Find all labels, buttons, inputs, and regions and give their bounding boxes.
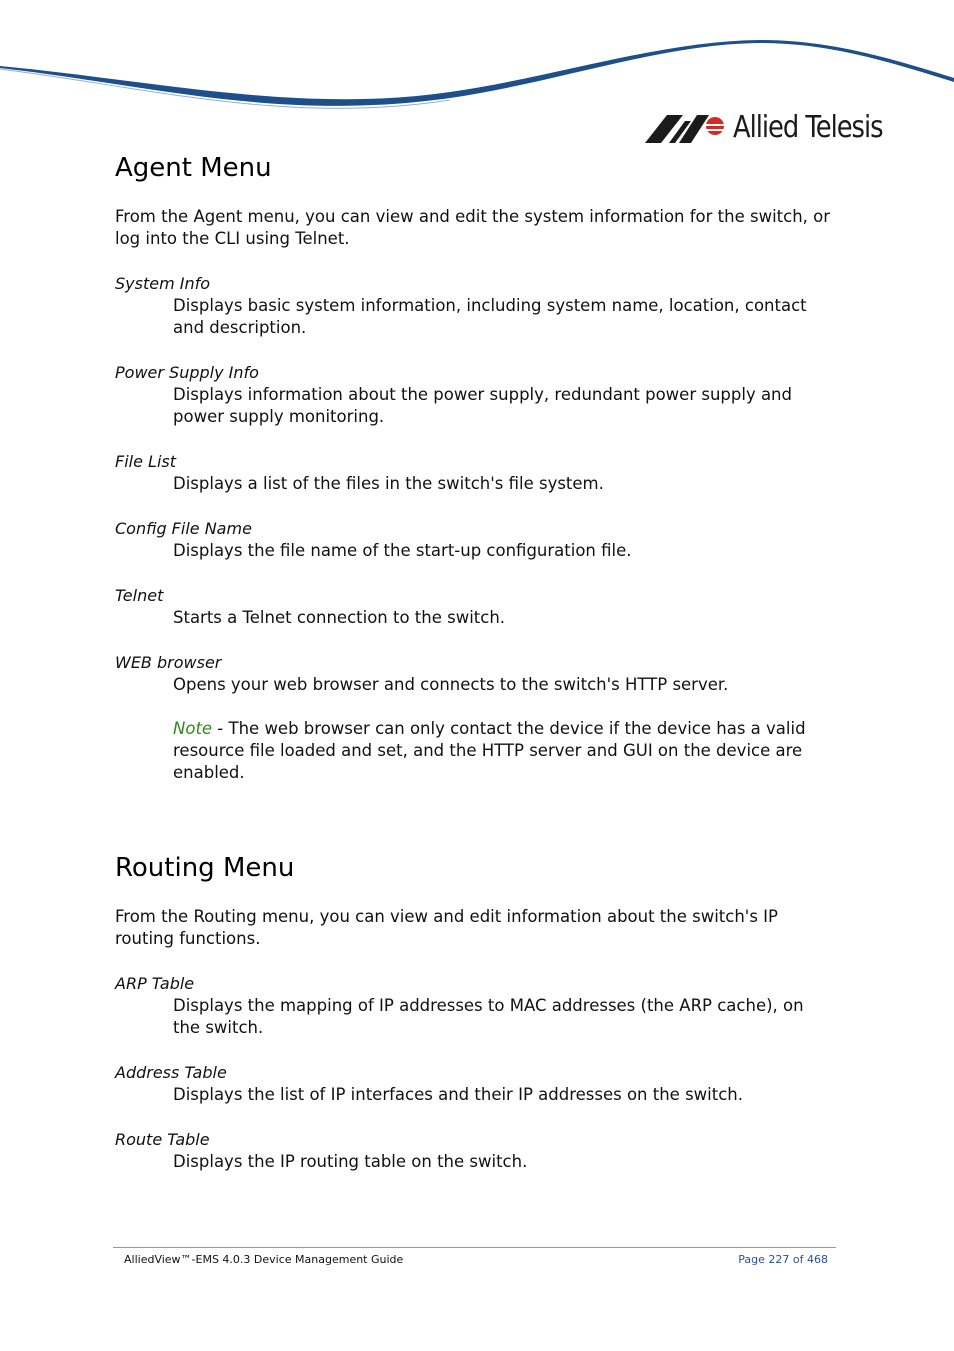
term-web-browser: WEB browser xyxy=(115,653,222,672)
note-text: - The web browser can only contact the device if the device has a valid resource file loaded and set, and the HTTP server and GUI on the device are enabled. xyxy=(173,719,806,782)
brand-logo xyxy=(645,108,907,148)
term-address-table: Address Table xyxy=(115,1063,227,1082)
desc-config-file-name: Displays the file name of the start-up configuration file. xyxy=(173,541,632,560)
term-system-info: System Info xyxy=(115,274,211,293)
term-route-table: Route Table xyxy=(115,1130,210,1149)
desc-address-table: Displays the list of IP interfaces and their IP addresses on the switch. xyxy=(173,1085,743,1104)
routing-menu-intro: From the Routing menu, you can view and edit information about the switch's IP routing functions. xyxy=(115,907,778,948)
term-power-supply-info: Power Supply Info xyxy=(115,363,259,382)
page-content xyxy=(115,148,835,1173)
note-label: Note xyxy=(173,719,213,738)
term-config-file-name: Config File Name xyxy=(115,519,252,538)
section-title-routing-menu: Routing Menu xyxy=(115,853,295,883)
desc-arp-table: Displays the mapping of IP addresses to MAC addresses (the ARP cache), on the switch. xyxy=(173,996,804,1037)
brand-name: Allied Telesis xyxy=(733,110,883,145)
desc-file-list: Displays a list of the files in the switch's file system. xyxy=(173,474,604,493)
allied-telesis-logo-icon xyxy=(645,112,727,144)
footer-divider xyxy=(113,1247,836,1248)
term-arp-table: ARP Table xyxy=(115,974,195,993)
desc-route-table: Displays the IP routing table on the switch. xyxy=(173,1152,528,1171)
agent-menu-intro: From the Agent menu, you can view and edit the system information for the switch, or log into the CLI using Telnet. xyxy=(115,207,831,248)
term-file-list: File List xyxy=(115,452,176,471)
desc-system-info: Displays basic system information, including system name, location, contact and description. xyxy=(173,296,807,337)
footer-doc-title: AlliedView™-EMS 4.0.3 Device Management Guide xyxy=(124,1253,404,1266)
desc-power-supply-info: Displays information about the power supply, redundant power supply and power supply monitoring. xyxy=(173,385,792,426)
note-paragraph xyxy=(173,718,835,784)
footer-page-number: Page 227 of 468 xyxy=(738,1253,828,1266)
desc-web-browser: Opens your web browser and connects to the switch's HTTP server. xyxy=(173,675,729,694)
section-title-agent-menu: Agent Menu xyxy=(115,153,272,183)
desc-telnet: Starts a Telnet connection to the switch. xyxy=(173,608,506,627)
term-telnet: Telnet xyxy=(115,586,164,605)
